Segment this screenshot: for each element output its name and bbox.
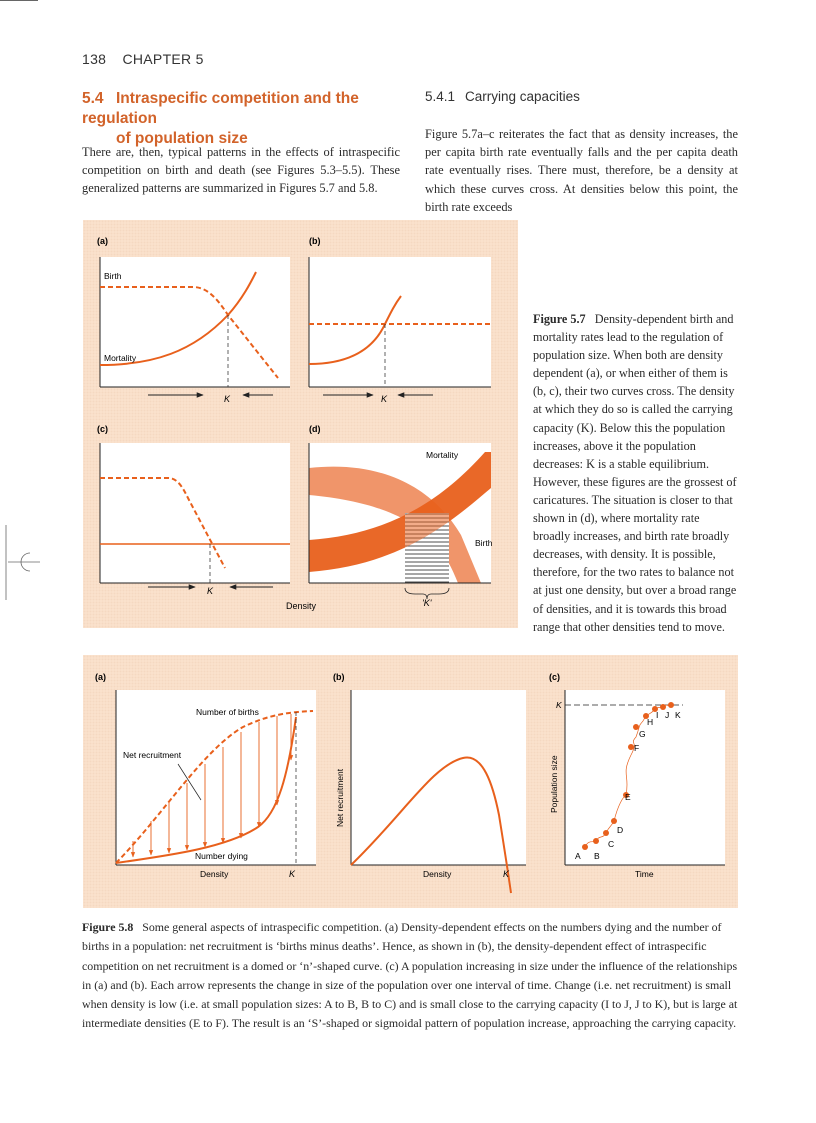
figure-5-8-caption-label: Figure 5.8 <box>82 920 134 934</box>
crop-mark <box>0 0 38 1</box>
fig58-c-point-label: I <box>656 710 659 720</box>
fig58-c-point-label: H <box>647 717 654 727</box>
fig58-c-point <box>582 844 588 850</box>
fig57-b-plot <box>309 257 491 387</box>
fig58-c-point-label: B <box>594 851 600 861</box>
fig58-c-point-label: F <box>634 743 640 753</box>
section-heading <box>82 89 402 149</box>
subsection-title: Carrying capacities <box>465 89 580 104</box>
fig57-d-label: (d) <box>309 424 321 434</box>
section-number: 5.4 <box>82 90 104 107</box>
figure-5-7-caption-label: Figure 5.7 <box>533 312 586 326</box>
fig58-c-y-label: Population size <box>549 755 559 813</box>
fig58-b-y-label: Net recruitment <box>335 768 345 827</box>
left-paragraph: There are, then, typical patterns in the effects of intraspecific competition on birth and death (see Figures 5.3–5.5). These generalized patterns are summarized in Figures 5.7 and 5.8. <box>82 145 400 196</box>
fig58-b-label: (b) <box>333 672 345 682</box>
section-title-line2: of population size <box>116 130 248 147</box>
fig58-c-point-label: K <box>675 710 681 720</box>
fig58-c-point-label: D <box>617 825 624 835</box>
fig58-c-point-label: E <box>625 792 631 802</box>
fig57-x-axis-label: Density <box>286 601 317 611</box>
fig58-c-point-label: G <box>639 729 646 739</box>
fig57-c-label: (c) <box>97 424 108 434</box>
section-title-line1: Intraspecific competition and the regulation <box>82 90 359 127</box>
fig57-a-label: (a) <box>97 236 108 246</box>
fig57-d-k-zone-overlay <box>405 513 449 583</box>
running-head <box>82 51 204 67</box>
fig58-c-point <box>668 702 674 708</box>
chapter-label: CHAPTER 5 <box>122 51 204 67</box>
fig58-c-point <box>593 838 599 844</box>
right-paragraph: Figure 5.7a–c reiterates the fact that as density increases, the per capita birth rate eventually falls and the per capita death rate eventually rises. There must, therefore, be a density at which these curves cross. At densities below this point, the birth rate exceeds <box>425 127 738 214</box>
figure-5-7-svg <box>83 220 518 628</box>
fig58-c-point <box>603 830 609 836</box>
registration-mark <box>0 525 48 600</box>
fig58-a-net-label: Net recruitment <box>123 750 182 760</box>
fig57-a-birth-label: Birth <box>104 271 122 281</box>
figure-5-8-caption <box>82 918 742 1034</box>
fig58-a-label: (a) <box>95 672 106 682</box>
fig57-b-label: (b) <box>309 236 321 246</box>
fig57-d-k-label: 'K' <box>422 598 432 608</box>
fig58-c-x-label: Time <box>635 869 654 879</box>
subsection-number: 5.4.1 <box>425 89 456 104</box>
figure-5-7 <box>83 220 518 628</box>
fig57-a-plot <box>100 257 290 387</box>
fig58-a-x-label: Density <box>200 869 229 879</box>
fig58-c-point <box>611 818 617 824</box>
fig58-c-point-label: C <box>608 839 615 849</box>
fig58-b-k-label: K <box>503 869 510 879</box>
fig57-b-k-label: K <box>381 394 388 404</box>
figure-5-8-svg <box>83 655 738 908</box>
figure-5-8 <box>83 655 738 908</box>
figure-5-7-caption <box>533 310 738 636</box>
fig58-b-x-label: Density <box>423 869 452 879</box>
fig57-d-mortality-label: Mortality <box>426 450 459 460</box>
fig58-a-births-label: Number of births <box>196 707 259 717</box>
fig58-c-label: (c) <box>549 672 560 682</box>
fig58-a-k-label: K <box>289 869 296 879</box>
fig57-a-k-label: K <box>224 394 231 404</box>
page-number: 138 <box>82 51 107 67</box>
fig58-c-k-label: K <box>556 700 562 710</box>
figure-5-7-caption-text: Density-dependent birth and mortality rates lead to the regulation of population size. When both are density dependent (a), or when either of them is (b, c), their two curves cross. The density at which they do so is called the carrying capacity (K). Below this the population increases, above it the population decreases: K is a stable equilibrium. However, these figures are the grossest of caricatures. The situation is closer to that shown in (d), where mortality rate broadly increases, and birth rate broadly decreases, with density. It is possible, therefore, for the two rates to balance not at just one density, but over a broad range of densities, and it is towards this broad range that other densities tend to move. <box>533 312 737 634</box>
fig58-a-dying-label: Number dying <box>195 851 248 861</box>
fig57-c-k-label: K <box>207 586 214 596</box>
fig58-c-point-label: J <box>665 710 670 720</box>
fig57-d-birth-label: Birth <box>475 538 493 548</box>
subsection-heading <box>425 89 580 104</box>
figure-5-8-caption-text: Some general aspects of intraspecific competition. (a) Density-dependent effects on the numbers dying and the number of births in a population: net recruitment is ‘births minus deaths’. Hence, as shown in (b), the density-dependent effect of intraspecific competition on net recruitment is a domed or ‘n’-shaped curve. (c) A population increasing in size under the influence of the relationships in (a) and (b). Each arrow represents the change in size of the population over one interval of time. Change (i.e. net recruitment) is small when density is low (i.e. at small population sizes: A to B, B to C) and is small close to the carrying capacity (I to J, J to K), but is large at intermediate densities (E to F). The result is an ‘S’-shaped or sigmoidal pattern of population increase, approaching the carrying capacity. <box>82 920 738 1031</box>
fig57-a-mortality-label: Mortality <box>104 353 137 363</box>
fig58-c-point-label: A <box>575 851 581 861</box>
